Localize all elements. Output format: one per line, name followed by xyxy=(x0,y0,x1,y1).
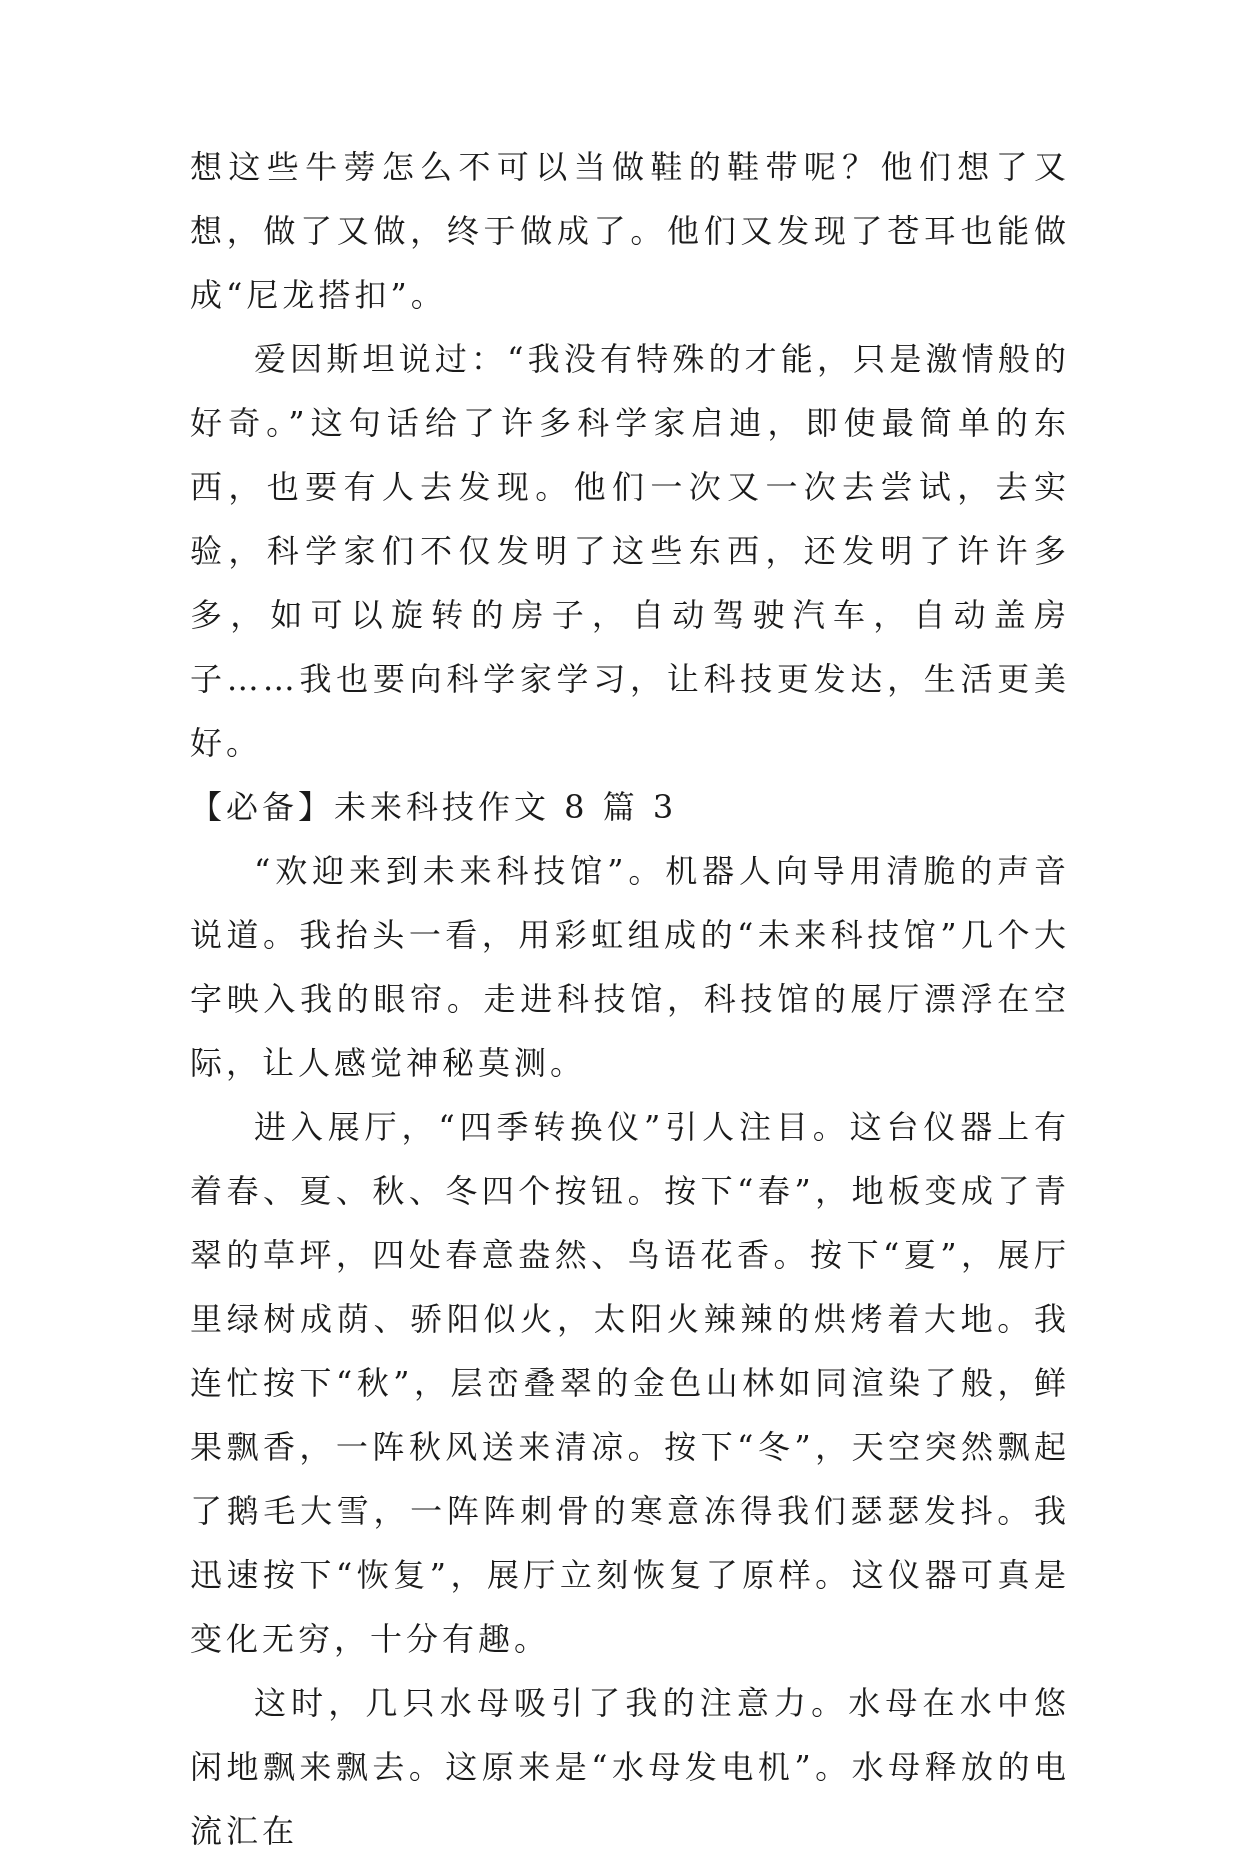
paragraph-welcome: “欢迎来到未来科技馆”。机器人向导用清脆的声音说道。我抬头一看，用彩虹组成的“未来科技馆”几个大字映入我的眼帘。走进科技馆，科技馆的展厅漂浮在空际，让人感觉神秘莫测。 xyxy=(190,852,1070,1082)
paragraph-four-seasons: 进入展厅，“四季转换仪”引人注目。这台仪器上有着春、夏、秋、冬四个按钮。按下“春”，地板变成了青翠的草坪，四处春意盎然、鸟语花香。按下“夏”，展厅里绿树成荫、骄阳似火，太阳火辣辣的烘烤着大地。我连忙按下“秋”，层峦叠翠的金色山林如同渲染了般，鲜果飘香，一阵秋风送来清凉。按下“冬”，天空突然飘起了鹅毛大雪，一阵阵刺骨的寒意冻得我们瑟瑟发抖。我迅速按下“恢复”，展厅立刻恢复了原样。这仪器可真是变化无穷，十分有趣。 xyxy=(190,1108,1070,1658)
document-body xyxy=(190,135,1070,1863)
paragraph-jellyfish: 这时，几只水母吸引了我的注意力。水母在水中悠闲地飘来飘去。这原来是“水母发电机”。水母释放的电流汇在 xyxy=(190,1684,1070,1850)
paragraph-einstein: 爱因斯坦说过：“我没有特殊的才能，只是激情般的好奇。”这句话给了许多科学家启迪，即使最简单的东西，也要有人去发现。他们一次又一次去尝试，去实验，科学家们不仅发明了这些东西，还发明了许许多多，如可以旋转的房子，自动驾驶汽车，自动盖房子……我也要向科学家学习，让科技更发达，生活更美好。 xyxy=(190,340,1070,762)
paragraph-continuation: 想这些牛蒡怎么不可以当做鞋的鞋带呢？他们想了又想，做了又做，终于做成了。他们又发现了苍耳也能做成“尼龙搭扣”。 xyxy=(190,148,1070,314)
section-heading: 【必备】未来科技作文 8 篇 3 xyxy=(190,788,678,826)
